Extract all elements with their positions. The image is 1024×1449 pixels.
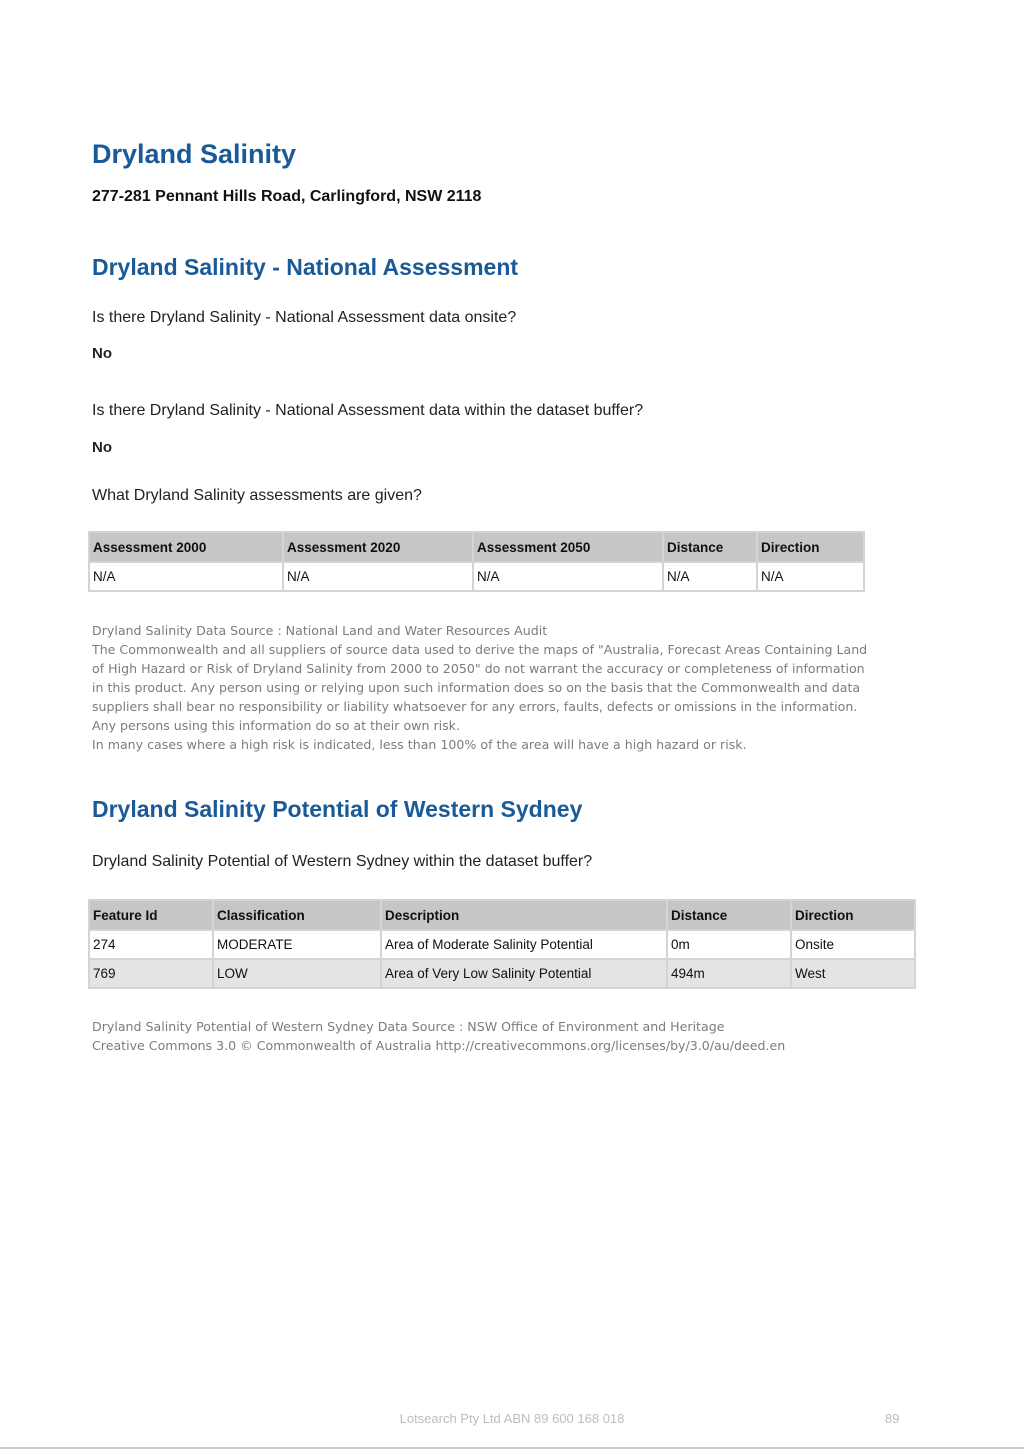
national-assessment-source-note xyxy=(92,621,872,754)
column-header: Classification xyxy=(213,900,381,930)
section-heading-national-assessment: Dryland Salinity - National Assessment xyxy=(92,254,519,280)
question-western-sydney: Dryland Salinity Potential of Western Sydney within the dataset buffer? xyxy=(92,853,593,870)
answer-within-buffer: No xyxy=(92,439,112,456)
column-header: Direction xyxy=(757,532,864,562)
column-header: Direction xyxy=(791,900,915,930)
column-header: Assessment 2050 xyxy=(473,532,663,562)
note-line: suppliers shall bear no responsibility or liability whatsoever for any errors, faults, defects or omissions in the information. xyxy=(92,699,858,714)
page-title: Dryland Salinity xyxy=(92,139,297,169)
table-row xyxy=(89,959,915,988)
national-assessment-table xyxy=(88,531,865,592)
table-cell: N/A xyxy=(757,562,864,591)
table-cell: West xyxy=(791,959,915,988)
page-number: 89 xyxy=(885,1411,900,1426)
note-line: Dryland Salinity Potential of Western Sydney Data Source : NSW Office of Environment and Heritage xyxy=(92,1019,725,1034)
note-line: Dryland Salinity Data Source : National Land and Water Resources Audit xyxy=(92,623,548,638)
footer-company: Lotsearch Pty Ltd ABN 89 600 168 018 xyxy=(399,1411,625,1426)
table-cell: N/A xyxy=(473,562,663,591)
table-cell: Area of Moderate Salinity Potential xyxy=(381,930,667,959)
table-cell: N/A xyxy=(663,562,757,591)
table-header-row xyxy=(89,532,864,562)
western-sydney-table xyxy=(88,899,916,989)
column-header: Distance xyxy=(667,900,791,930)
table-cell: N/A xyxy=(89,562,283,591)
note-line: Any persons using this information do so at their own risk. xyxy=(92,718,460,733)
table-cell: Area of Very Low Salinity Potential xyxy=(381,959,667,988)
note-line: The Commonwealth and all suppliers of source data used to derive the maps of "Australia, Forecast Areas Containing Land xyxy=(92,642,868,657)
note-line: Creative Commons 3.0 © Commonwealth of Australia http://creativecommons.org/licenses/by/3.0/au/deed.en xyxy=(92,1038,786,1053)
column-header: Assessment 2000 xyxy=(89,532,283,562)
table-cell: 769 xyxy=(89,959,213,988)
note-line: in this product. Any person using or relying upon such information does so on the basis that the Commonwealth and data xyxy=(92,680,861,695)
question-assessments: What Dryland Salinity assessments are given? xyxy=(92,487,422,504)
question-onsite: Is there Dryland Salinity - National Assessment data onsite? xyxy=(92,309,517,326)
note-line: of High Hazard or Risk of Dryland Salinity from 2000 to 2050" do not warrant the accuracy or completeness of information xyxy=(92,661,865,676)
table-header-row xyxy=(89,900,915,930)
section-heading-western-sydney: Dryland Salinity Potential of Western Sydney xyxy=(92,796,583,822)
table-cell: N/A xyxy=(283,562,473,591)
table-cell: 274 xyxy=(89,930,213,959)
table-cell: MODERATE xyxy=(213,930,381,959)
column-header: Description xyxy=(381,900,667,930)
column-header: Distance xyxy=(663,532,757,562)
table-cell: 0m xyxy=(667,930,791,959)
table-cell: LOW xyxy=(213,959,381,988)
table-cell: Onsite xyxy=(791,930,915,959)
table-row xyxy=(89,930,915,959)
column-header: Assessment 2020 xyxy=(283,532,473,562)
column-header: Feature Id xyxy=(89,900,213,930)
question-within-buffer: Is there Dryland Salinity - National Assessment data within the dataset buffer? xyxy=(92,402,644,419)
site-address: 277-281 Pennant Hills Road, Carlingford, NSW 2118 xyxy=(92,188,482,205)
western-sydney-source-note xyxy=(92,1017,872,1055)
note-line: In many cases where a high risk is indicated, less than 100% of the area will have a high hazard or risk. xyxy=(92,737,747,752)
table-cell: 494m xyxy=(667,959,791,988)
answer-onsite: No xyxy=(92,345,112,362)
table-row xyxy=(89,562,864,591)
